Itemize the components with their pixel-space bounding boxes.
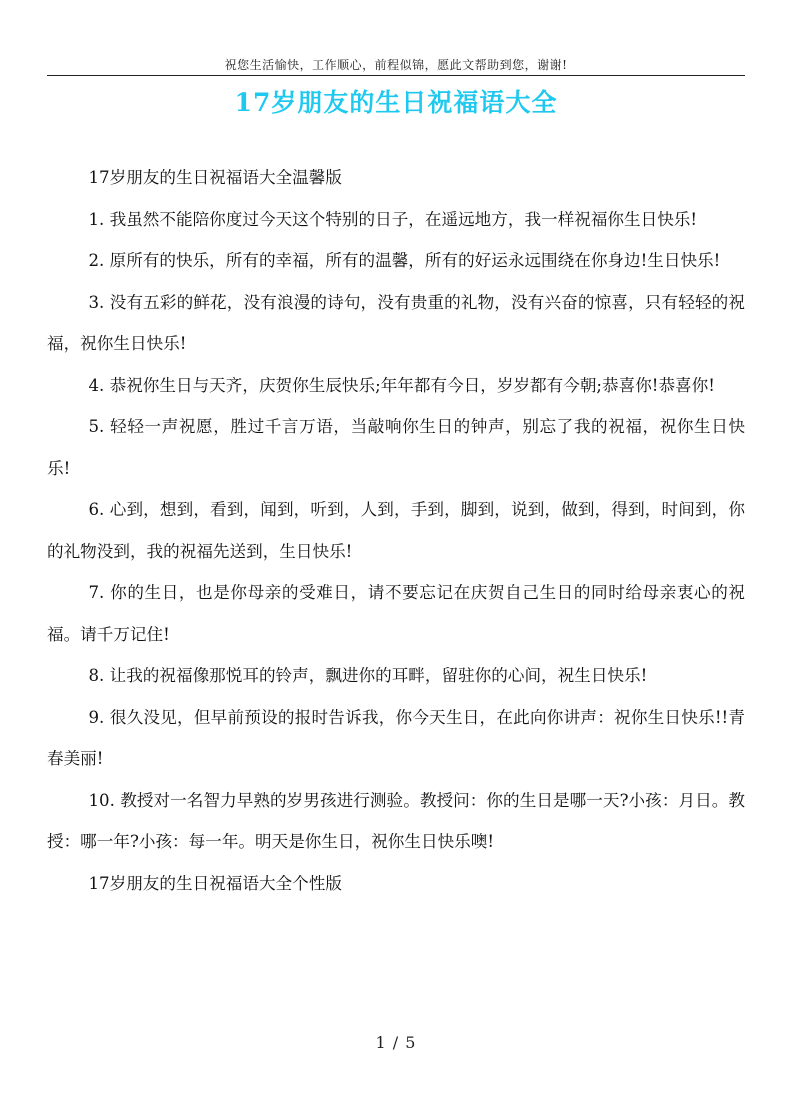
document-title: 17岁朋友的生日祝福语大全 (234, 88, 558, 117)
list-item: 8. 让我的祝福像那悦耳的铃声，飘进你的耳畔，留驻你的心间，祝生日快乐! (88, 666, 648, 685)
list-item: 5. 轻轻一声祝愿，胜过千言万语，当敲响你生日的钟声，别忘了我的祝福，祝你生日快乐! (47, 417, 745, 478)
list-item: 6. 心到，想到，看到，闻到，听到，人到，手到，脚到，说到，做到，得到，时间到，你的礼物没到，我的祝福先送到，生日快乐! (47, 500, 745, 561)
list-item: 10. 教授对一名智力早熟的岁男孩进行测验。教授问：你的生日是哪一天?小孩：月日。教授：哪一年?小孩：每一年。明天是你生日，祝你生日快乐噢! (47, 790, 745, 851)
list-item: 4. 恭祝你生日与天齐，庆贺你生辰快乐;年年都有今日，岁岁都有今朝;恭喜你!恭喜你! (88, 375, 715, 395)
document-body (47, 157, 745, 904)
list-item: 7. 你的生日，也是你母亲的受难日，请不要忘记在庆贺自己生日的同时给母亲衷心的祝福。请千万记住! (47, 583, 745, 644)
list-item: 2. 原所有的快乐，所有的幸福，所有的温馨，所有的好运永远围绕在你身边!生日快乐! (88, 251, 721, 270)
list-item: 3. 没有五彩的鲜花，没有浪漫的诗句，没有贵重的礼物，没有兴奋的惊喜，只有轻轻的祝福，祝你生日快乐! (47, 292, 745, 353)
list-item: 9. 很久没见，但早前预设的报时告诉我，你今天生日，在此向你讲声：祝你生日快乐!!青春美丽! (47, 707, 745, 768)
header-note: 祝您生活愉快，工作顺心，前程似锦，愿此文帮助到您，谢谢! (224, 58, 568, 72)
header-divider (47, 75, 745, 76)
page-indicator: 1 / 5 (375, 1033, 417, 1052)
section-heading: 17岁朋友的生日祝福语大全温馨版 (88, 168, 342, 187)
list-item: 1. 我虽然不能陪你度过今天这个特别的日子，在遥远地方，我一样祝福你生日快乐! (88, 209, 698, 229)
section-heading: 17岁朋友的生日祝福语大全个性版 (88, 873, 342, 893)
